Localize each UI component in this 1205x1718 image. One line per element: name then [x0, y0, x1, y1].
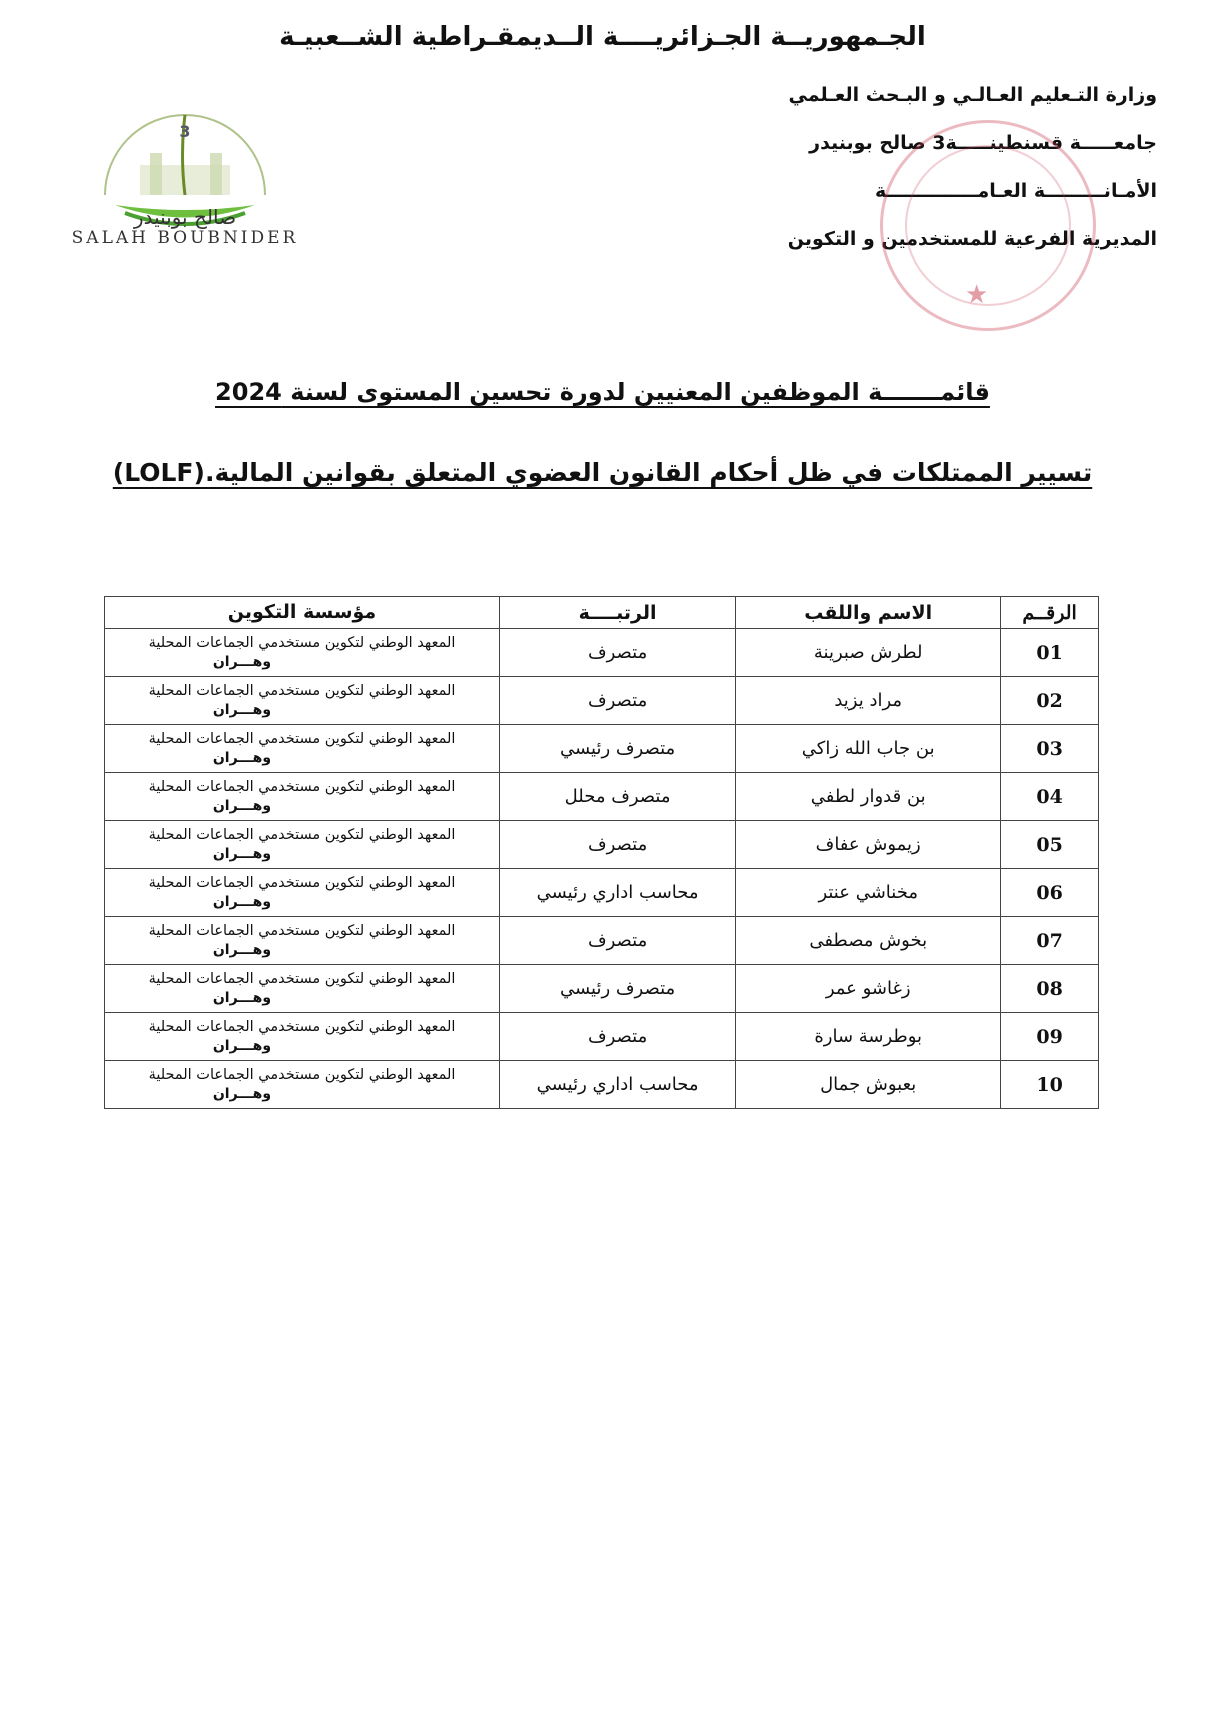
row-rank: متصرف — [499, 629, 735, 677]
logo-badge-number: 3 — [179, 122, 191, 141]
institution-city: وهـــران — [212, 1037, 272, 1054]
ministry-line: وزارة التـعليم العـالـي و البـحث العـلمي — [788, 84, 1157, 106]
institution-city: وهـــران — [212, 893, 272, 910]
row-institution — [105, 1013, 500, 1061]
row-institution — [105, 965, 500, 1013]
row-rank: متصرف رئيسي — [499, 965, 735, 1013]
table-row — [105, 1061, 1099, 1109]
row-rank: متصرف — [499, 1013, 735, 1061]
row-name: بعبوش جمال — [736, 1061, 1001, 1109]
header-rank: الرتبــــة — [499, 597, 735, 629]
institution-name: المعهد الوطني لتكوين مستخدمي الجماعات المحلية — [148, 826, 456, 843]
stamp-star-icon: ★ — [965, 280, 989, 310]
row-name: مخناشي عنتر — [736, 869, 1001, 917]
course-title: تسيير الممتلكات في ظل أحكام القانون العضوي المتعلق بقوانين المالية.(LOLF) — [112, 458, 1093, 487]
table-header-row — [105, 597, 1099, 629]
row-number: 10 — [1001, 1061, 1099, 1109]
row-name: بخوش مصطفى — [736, 917, 1001, 965]
header-number: الرقــم — [1001, 597, 1099, 629]
logo-arabic-name: صالح بوبنيدر — [133, 205, 237, 229]
row-rank: متصرف — [499, 821, 735, 869]
logo-latin-name: SALAH BOUBNIDER — [71, 228, 299, 248]
table-row — [105, 629, 1099, 677]
row-institution — [105, 773, 500, 821]
row-rank: متصرف رئيسي — [499, 725, 735, 773]
row-name: زغاشو عمر — [736, 965, 1001, 1013]
row-rank: محاسب اداري رئيسي — [499, 1061, 735, 1109]
row-number: 04 — [1001, 773, 1099, 821]
row-institution — [105, 629, 500, 677]
row-name: زيموش عفاف — [736, 821, 1001, 869]
institution-name: المعهد الوطني لتكوين مستخدمي الجماعات المحلية — [148, 874, 456, 891]
institution-city: وهـــران — [212, 701, 272, 718]
table-row — [105, 725, 1099, 773]
row-rank: متصرف محلل — [499, 773, 735, 821]
list-title: قائمـــــــة الموظفين المعنيين لدورة تحسين المستوى لسنة 2024 — [215, 378, 990, 406]
institution-name: المعهد الوطني لتكوين مستخدمي الجماعات المحلية — [148, 634, 456, 651]
row-name: مراد يزيد — [736, 677, 1001, 725]
row-name: بوطرسة سارة — [736, 1013, 1001, 1061]
row-institution — [105, 821, 500, 869]
row-institution — [105, 677, 500, 725]
institution-name: المعهد الوطني لتكوين مستخدمي الجماعات المحلية — [148, 922, 456, 939]
institution-city: وهـــران — [212, 941, 272, 958]
institution-city: وهـــران — [212, 1085, 272, 1102]
table-row — [105, 869, 1099, 917]
row-rank: متصرف — [499, 677, 735, 725]
table-row — [105, 677, 1099, 725]
secretariat-line: الأمـانـــــــــة العـامــــــــــــــة — [875, 180, 1157, 202]
staff-table — [104, 596, 1099, 1109]
table-row — [105, 965, 1099, 1013]
table-row — [105, 821, 1099, 869]
institution-city: وهـــران — [212, 989, 272, 1006]
institution-city: وهـــران — [212, 653, 272, 670]
row-institution — [105, 869, 500, 917]
table-row — [105, 917, 1099, 965]
row-number: 01 — [1001, 629, 1099, 677]
header-name: الاسم واللقب — [736, 597, 1001, 629]
row-number: 03 — [1001, 725, 1099, 773]
institution-city: وهـــران — [212, 797, 272, 814]
directorate-line: المديرية الفرعية للمستخدمين و التكوين — [787, 228, 1157, 250]
institution-name: المعهد الوطني لتكوين مستخدمي الجماعات المحلية — [148, 1018, 456, 1035]
row-rank: متصرف — [499, 917, 735, 965]
institution-name: المعهد الوطني لتكوين مستخدمي الجماعات المحلية — [148, 730, 456, 747]
table-row — [105, 1013, 1099, 1061]
table-row — [105, 773, 1099, 821]
row-institution — [105, 917, 500, 965]
row-number: 09 — [1001, 1013, 1099, 1061]
institution-name: المعهد الوطني لتكوين مستخدمي الجماعات المحلية — [148, 1066, 456, 1083]
institution-city: وهـــران — [212, 845, 272, 862]
institution-name: المعهد الوطني لتكوين مستخدمي الجماعات المحلية — [148, 778, 456, 795]
institution-name: المعهد الوطني لتكوين مستخدمي الجماعات المحلية — [148, 970, 456, 987]
row-number: 08 — [1001, 965, 1099, 1013]
row-number: 05 — [1001, 821, 1099, 869]
row-number: 07 — [1001, 917, 1099, 965]
row-name: لطرش صبرينة — [736, 629, 1001, 677]
institution-name: المعهد الوطني لتكوين مستخدمي الجماعات المحلية — [148, 682, 456, 699]
row-institution — [105, 1061, 500, 1109]
row-name: بن جاب الله زاكي — [736, 725, 1001, 773]
header-institution: مؤسسة التكوين — [105, 597, 500, 629]
row-name: بن قدوار لطفي — [736, 773, 1001, 821]
row-institution — [105, 725, 500, 773]
row-rank: محاسب اداري رئيسي — [499, 869, 735, 917]
university-line: جامعـــــة قسنطينـــــة3 صالح بوبنيدر — [809, 132, 1157, 154]
row-number: 02 — [1001, 677, 1099, 725]
row-number: 06 — [1001, 869, 1099, 917]
institution-city: وهـــران — [212, 749, 272, 766]
republic-title: الجـمهوريــة الجـزائريــــة الــديمقـراطية الشــعبيـة — [279, 22, 926, 52]
